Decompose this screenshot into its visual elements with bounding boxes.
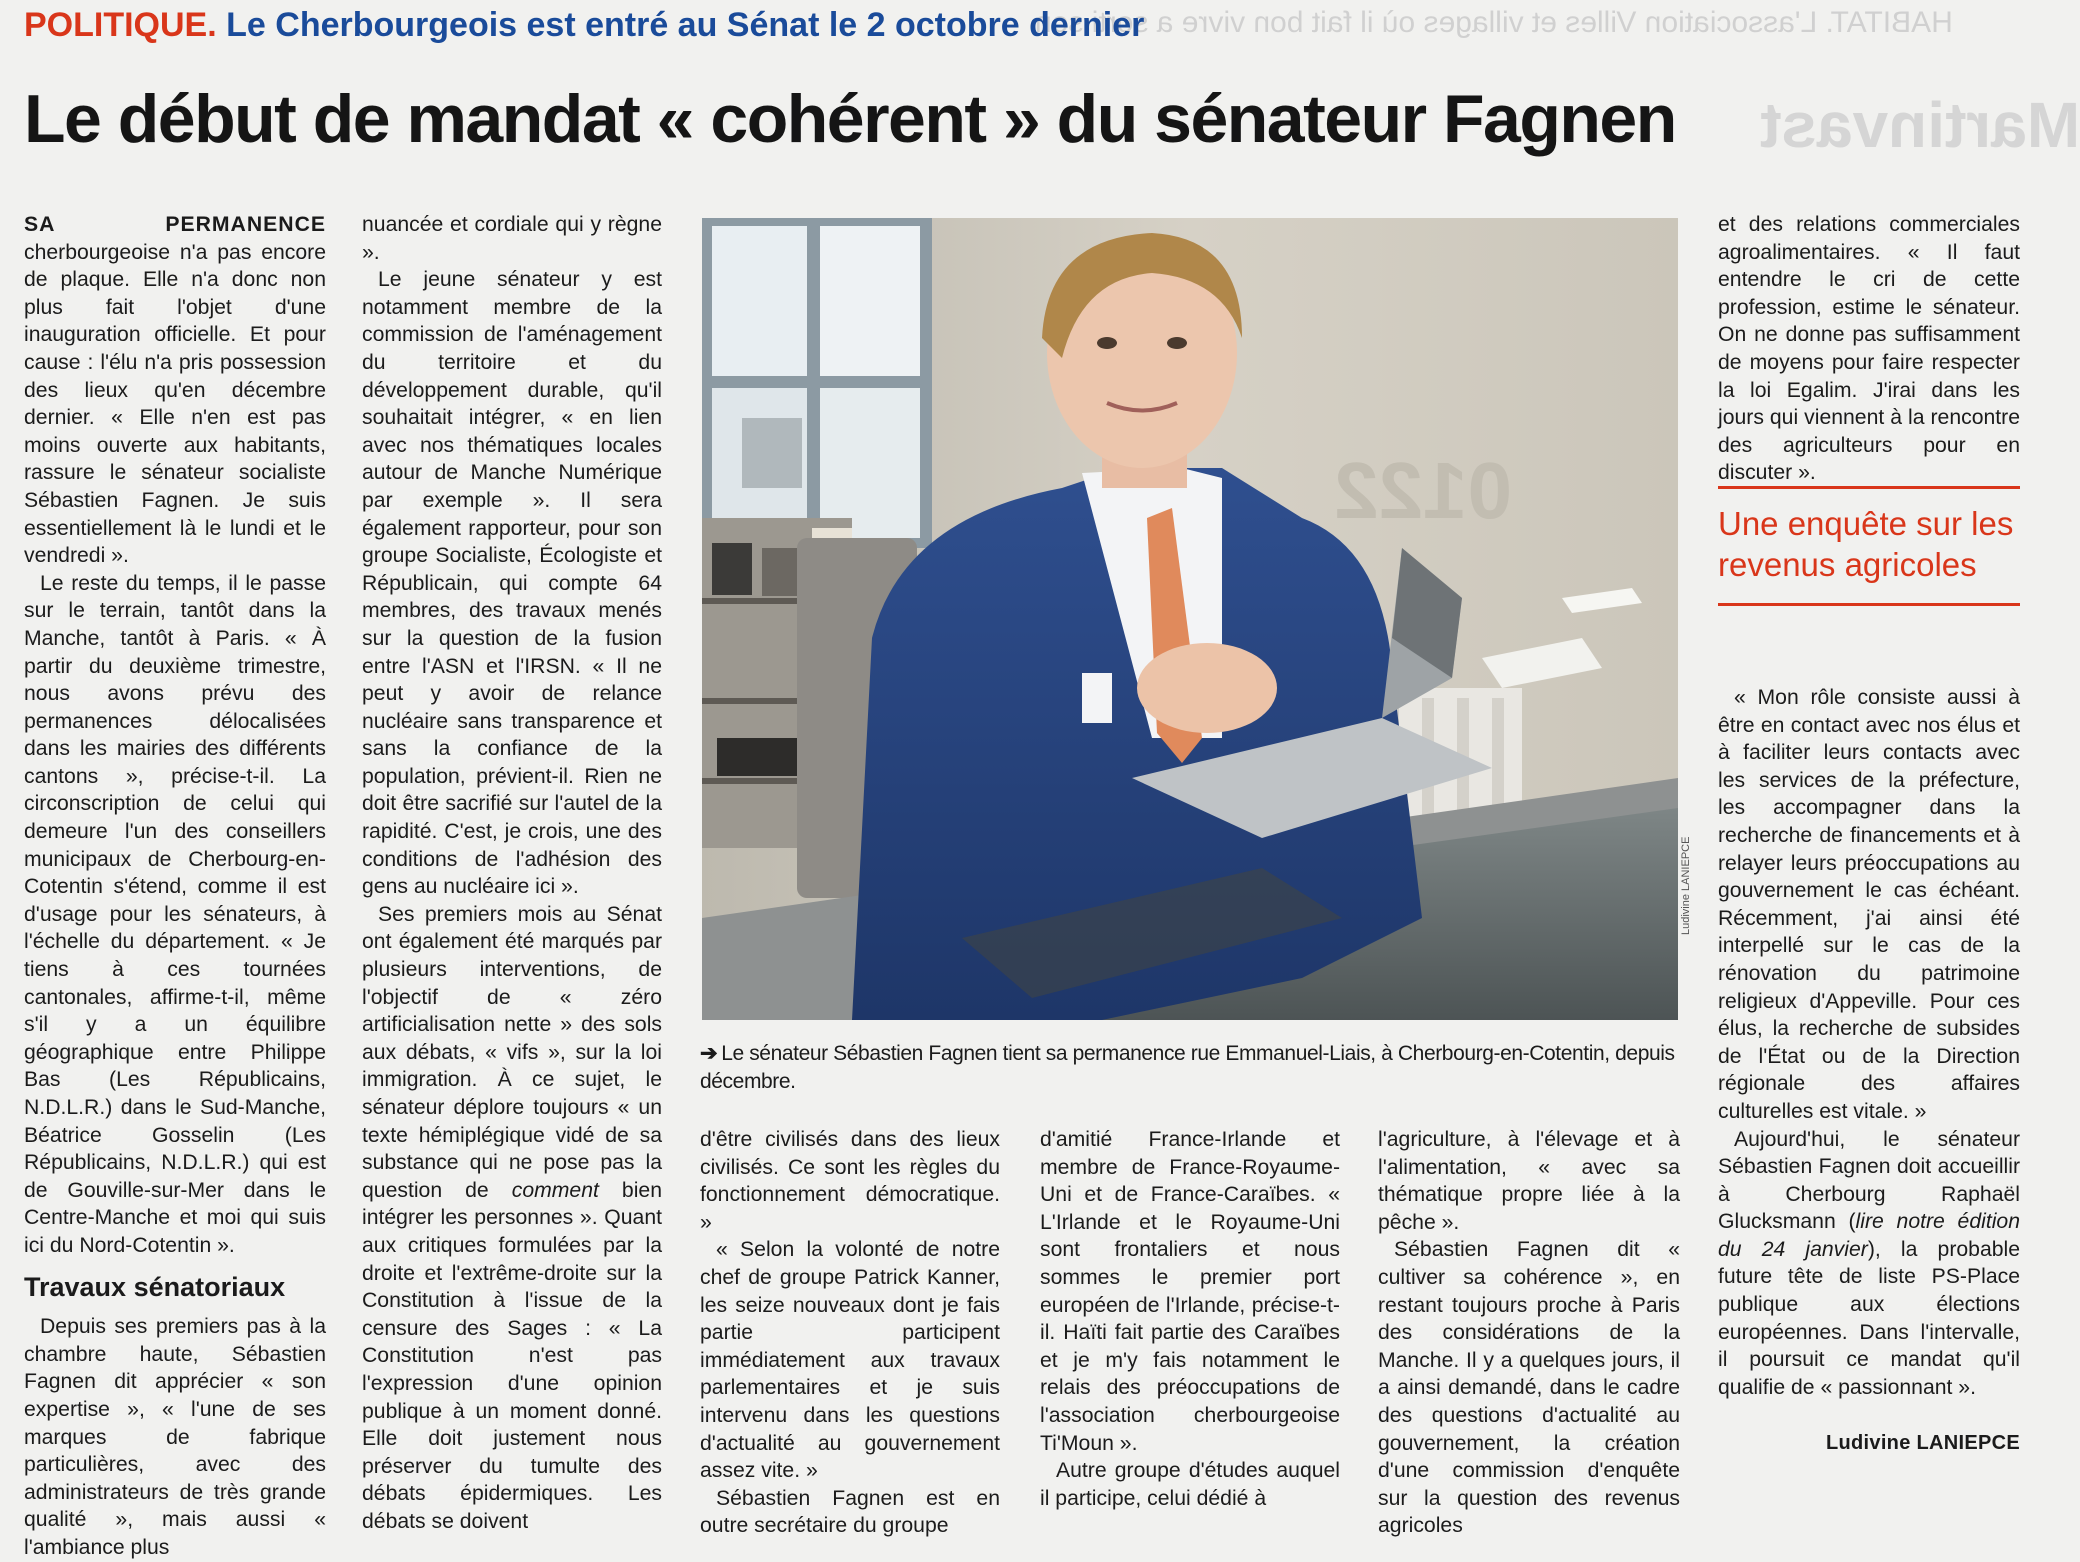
paragraph — [1718, 1126, 2020, 1402]
kicker — [24, 6, 1144, 45]
photo-illustration — [702, 218, 1678, 1020]
paragraph-text: Aujourd'hui, le sénateur Sébastien Fagnen doit accueillir à Cherbourg Raphaël Glucksmann ( — [1718, 1127, 2020, 1234]
rubric-label: POLITIQUE. — [24, 6, 217, 44]
paragraph: Depuis ses premiers pas à la chambre haute, Sébastien Fagnen dit apprécier « son expertise », « l'une de ses marques de fabrique particulières, avec des administrateurs de très grande qualité », mais aussi « l'ambiance plus — [24, 1315, 326, 1559]
paragraph: Le reste du temps, il le passe sur le terrain, tantôt dans la Manche, tantôt à Paris. « À partir du deuxième trimestre, nous avons prévu des permanences délocalisées dans les mairies des différents cantons », précise-t-il. La circonscription de celui qui demeure l'un des conseillers municipaux de Cherbourg-en-Cotentin s'étend, comme il est d'usage pour les sénateurs, à l'échelle du département. « Je tiens à ces tournées cantonales, affirme-t-il, même s'il y a un équilibre géographique entre Philippe Bas (Les Républicains, N.D.L.R.) dans le Sud-Manche, Béatrice Gosselin (Les Républicains, N.D.L.R.) qui est de Gouville-sur-Mer dans le Centre-Manche et moi qui suis ici du Nord-Cotentin ». — [24, 571, 326, 1257]
article-column-6 — [1718, 211, 2020, 487]
emphasis: comment — [511, 1178, 599, 1202]
article-column-3 — [700, 1126, 1000, 1540]
paragraph — [24, 211, 326, 570]
kicker-subtitle: Le Cherbourgeois est entré au Sénat le 2 octobre dernier — [226, 6, 1145, 44]
paragraph: d'être civilisés dans des lieux civilisés. Ce sont les règles du fonctionnement démocratique. » — [700, 1128, 1000, 1234]
bleed-through-headline: Martinvast — [1760, 89, 2080, 161]
inset-heading: Une enquête sur les revenus agricoles — [1718, 486, 2020, 606]
paragraph: Autre groupe d'études auquel il participe, celui dédié à — [1040, 1459, 1340, 1510]
bleed-through-text: HABITAT. L'association Villes et villages où il fait bon vivre a sorti son — [1035, 6, 1953, 39]
caption-text: Le sénateur Sébastien Fagnen tient sa permanence rue Emmanuel-Liais, à Cherbourg-en-Cotentin, depuis décembre. — [700, 1042, 1675, 1093]
article-column-2 — [362, 211, 662, 1536]
headline: Le début de mandat « cohérent » du sénateur Fagnen — [24, 81, 1676, 157]
paragraph — [362, 901, 662, 1536]
paragraph: et des relations commerciales agroalimentaires. « Il faut entendre le cri de cette profession, estime le sénateur. On ne donne pas suffisamment de moyens pour faire respecter la loi Egalim. J'irai dans les jours qui viennent à la rencontre des agriculteurs pour en discuter ». — [1718, 213, 2020, 485]
paragraph-text: ), la probable future tête de liste PS-Place publique aux élections européennes. Dans l'intervalle, il poursuit ce mandat qu'il qualifie de « passionnant ». — [1718, 1237, 2020, 1399]
article-column-5 — [1378, 1126, 1680, 1540]
paragraph: Le jeune sénateur y est notamment membre de la commission de l'aménagement du territoire et du développement durable, qu'il souhaitait intégrer, « en lien avec nos thématiques locales autour de Manche Numérique par exemple ». Il sera également rapporteur, pour son groupe Socialiste, Écologiste et Républicain, qui compte 64 membres, des travaux menés sur la question de la fusion entre l'ASN et l'IRSN. « Il ne peut y avoir de relance nucléaire sans transparence et sans la confiance de la population, prévient-il. Rien ne doit être sacrifié sur l'autel de la rapidité. C'est, je crois, une des conditions de l'adhésion des gens au nucléaire ici ». — [362, 268, 662, 899]
photo-senator — [702, 218, 1678, 1020]
paragraph: nuancée et cordiale qui y règne ». — [362, 213, 662, 264]
svg-text:0122: 0122 — [1334, 446, 1512, 535]
paragraph: Sébastien Fagnen est en outre secrétaire du groupe — [700, 1486, 1000, 1538]
paragraph: d'amitié France-Irlande et membre de France-Royaume-Uni et de France-Caraïbes. « L'Irlande et le Royaume-Uni sont frontaliers et nous sommes le premier port européen de l'Irlande, précise-t-il. Haïti fait partie des Caraïbes et je m'y fais notamment le relais des préoccupations de l'association cherbourgeoise Ti'Moun ». — [1040, 1128, 1340, 1455]
paragraph-text: Ses premiers mois au Sénat ont également été marqués par plusieurs interventions, de l'objectif de « zéro artificialisation nette » des sols aux débats, « vifs », sur la loi immigration. À ce sujet, le sénateur déplore toujours « un texte hémiplégique vidé de sa substance qui ne pose pas la question de — [362, 902, 662, 1202]
article-column-6-continued — [1718, 684, 2020, 1401]
paragraph-text: cherbourgeoise n'a pas encore de plaque. Elle n'a donc non plus fait l'objet d'une inauguration officielle. Et pour cause : l'élu n'a pris possession des lieux qu'en décembre dernier. « Elle n'en est pas moins ouverte aux habitants, rassure le sénateur socialiste Sébastien Fagnen. Je suis essentiellement là le lundi et le vendredi ». — [24, 240, 326, 568]
paragraph: Sébastien Fagnen dit « cultiver sa cohérence », en restant toujours proche à Paris des considérations de la Manche. Il y a quelques jours, il a ainsi demandé, dans le cadre des questions d'actualité au gouvernement, la création d'une commission d'enquête sur la question des revenus agricoles — [1378, 1238, 1680, 1538]
arrow-icon: ➔ — [700, 1042, 718, 1065]
paragraph-text: bien intégrer les personnes ». Quant aux critiques formulées par la droite et l'extrême-droite sur la Constitution à l'issue de la censure des Sages : « La Constitution n'est pas l'expression d'une opinion publique à un moment donné. Elle doit justement nous préserver du tumulte des débats épidermiques. Les débats se doivent — [362, 1178, 662, 1533]
paragraph: l'agriculture, à l'élevage et à l'alimentation, « avec sa thématique propre liée à la pêche ». — [1378, 1128, 1680, 1234]
photo-credit: Ludivine LANIEPCE — [1680, 836, 1692, 935]
photo-caption — [700, 1040, 1680, 1096]
article-column-1 — [24, 211, 326, 1562]
lead-in: SA PERMANENCE — [24, 213, 326, 236]
paragraph: « Mon rôle consiste aussi à être en contact avec nos élus et à faciliter leurs contacts avec les services de la préfecture, les accompagner dans la recherche de financements et à relayer leurs préoccupations au gouvernement le cas échéant. Récemment, j'ai ainsi été interpellé sur le cas de la rénovation du patrimoine religieux d'Appeville. Pour ces élus, la recherche de subsides de l'État ou de la Direction régionale des affaires culturelles est vitale. » — [1718, 686, 2020, 1123]
paragraph: « Selon la volonté de notre chef de groupe Patrick Kanner, les seize nouveaux dont je fais partie participent immédiatement aux travaux parlementaires et je suis intervenu dans les questions d'actualité au gouvernement assez vite. » — [700, 1238, 1000, 1483]
article-column-4 — [1040, 1126, 1340, 1512]
emphasis: lire notre édition du 24 janvier — [1718, 1210, 2020, 1261]
author-signature: Ludivine LANIEPCE — [1825, 1432, 2020, 1454]
subheading: Travaux sénatoriaux — [24, 1271, 286, 1302]
